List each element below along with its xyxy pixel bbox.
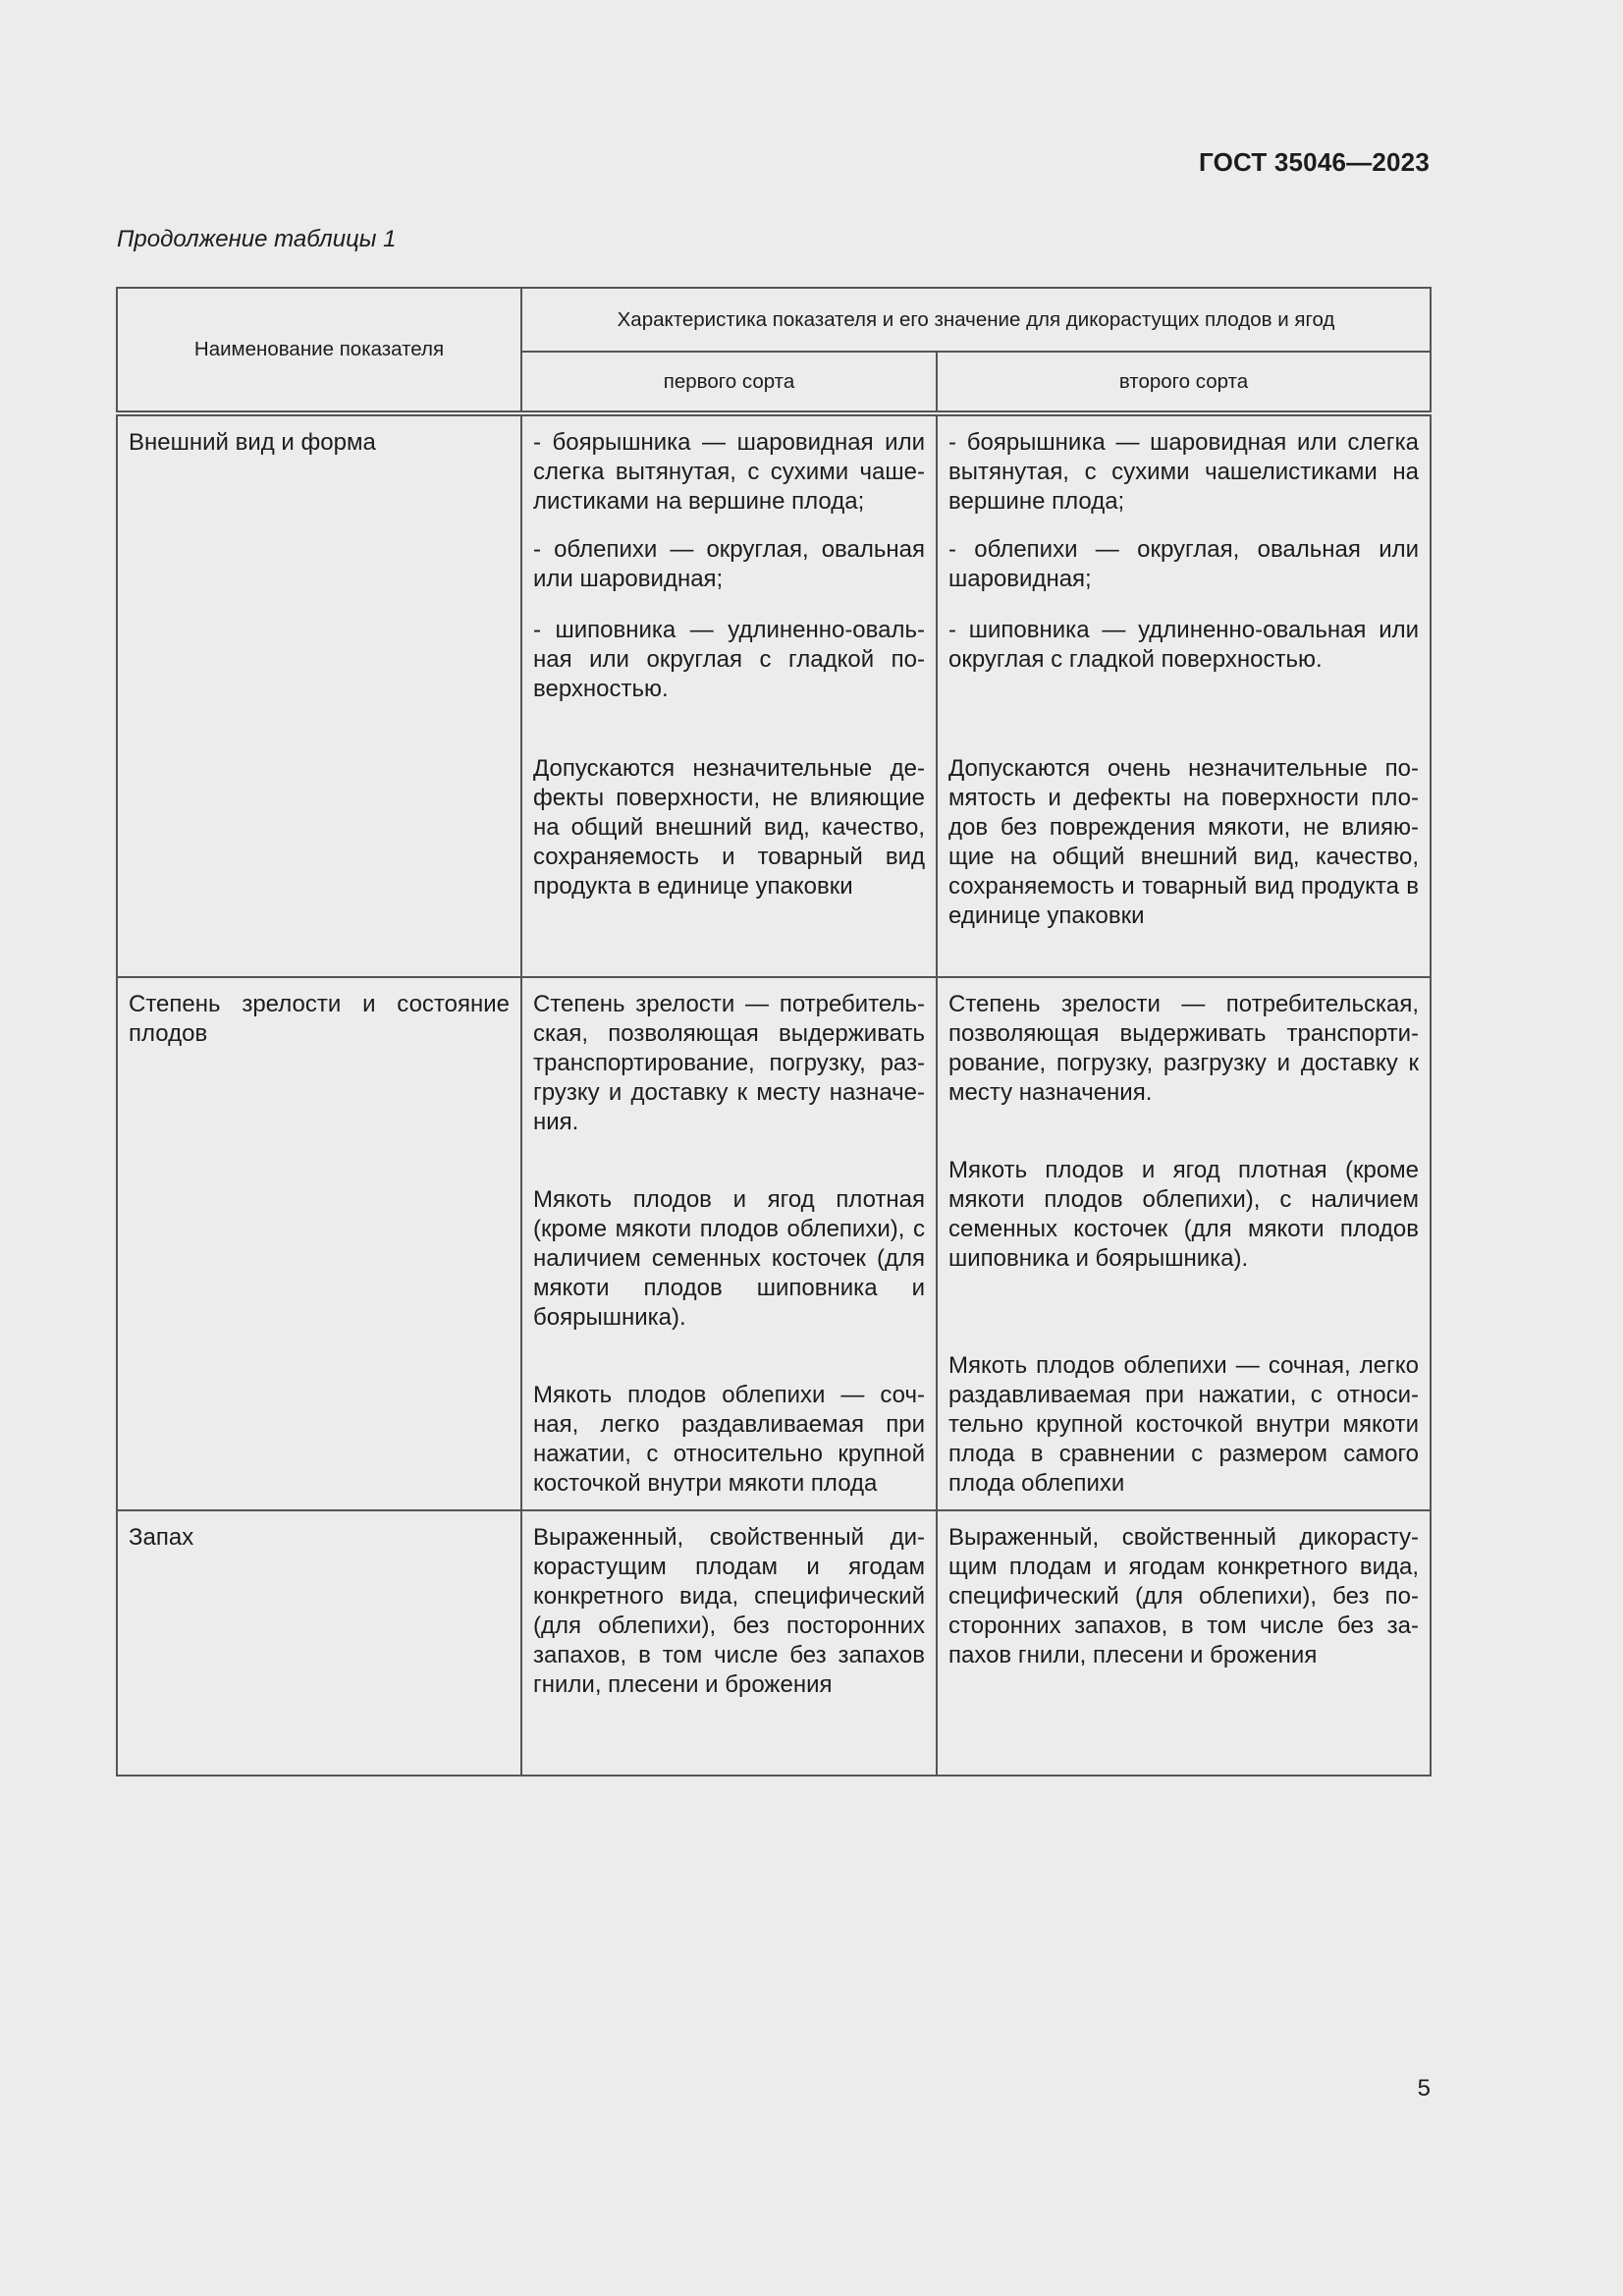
second-grade-value	[937, 977, 1431, 1510]
document-code: ГОСТ 35046—2023	[1199, 147, 1430, 177]
paragraph: Мякоть плодов и ягод плотная (кроме мякоти плодов облепихи), с наличием семенных косточек (для мякоти плодов шиповника и боярышника).	[533, 1186, 925, 1331]
paragraph: Выраженный, свойственный дикорастущим плодам и ягодам конкретного вида, специфический (для облепихи), без посторонних запахов, в том числе без запахов гнили, плесени и брожения	[948, 1524, 1420, 1668]
paragraph: - облепихи — округлая, овальная или шаровидная;	[533, 536, 925, 592]
paragraph: Мякоть плодов и ягод плотная (кроме мякоти плодов облепихи), с наличием семенных косточек (для мякоти плодов шиповника и боярышника).	[948, 1157, 1420, 1272]
second-grade-value	[937, 413, 1431, 977]
first-grade-value	[521, 413, 937, 977]
page-number: 5	[1417, 2075, 1431, 2102]
table-row	[117, 977, 1431, 1510]
paragraph: Степень зрелости — потребительская, позволяющая выдерживать транспортирование, погрузку, разгрузку и доставку к месту назначения.	[948, 991, 1420, 1106]
header-first-grade: первого сорта	[521, 352, 937, 413]
indicator-name: Запах	[117, 1510, 521, 1776]
paragraph: Допускаются незначительные дефекты поверхности, не влияющие на общий внешний вид, качество, сохраняемость и товарный вид продукта в единице упаковки	[533, 755, 925, 900]
paragraph: - боярышника — шаровидная или слегка вытянутая, с сухими чашелистиками на вершине плода;	[948, 429, 1420, 515]
paragraph: Степень зрелости — потребительская, позволяющая выдерживать транспортирование, погрузку, разгрузку и доставку к месту назначения.	[533, 991, 925, 1135]
table-row	[117, 413, 1431, 977]
header-second-grade: второго сорта	[937, 352, 1431, 413]
paragraph: - облепихи — округлая, овальная или шаровидная;	[948, 536, 1420, 592]
first-grade-value	[521, 977, 937, 1510]
header-row	[117, 288, 1431, 352]
header-characteristic-group: Характеристика показателя и его значение для дикорастущих плодов и ягод	[521, 288, 1431, 352]
table-row	[117, 1510, 1431, 1776]
paragraph: Выраженный, свойственный дикорастущим плодам и ягодам конкретного вида, специфический (для облепихи), без посторонних запахов, в том числе без запахов гнили, плесени и брожения	[533, 1524, 925, 1698]
first-grade-value	[521, 1510, 937, 1776]
indicators-table	[116, 287, 1432, 1777]
indicator-name: Внешний вид и форма	[117, 413, 521, 977]
paragraph: - боярышника — шаровидная или слегка вытянутая, с сухими чашелистиками на вершине плода;	[533, 429, 925, 515]
indicator-name: Степень зрелости и состояние плодов	[117, 977, 521, 1510]
paragraph: - шиповника — удлиненно-овальная или округлая с гладкой поверхностью.	[948, 617, 1420, 673]
paragraph: Допускаются очень незначительные помятость и дефекты на поверхности плодов без повреждения мякоти, не влияющие на общий внешний вид, качество, сохраняемость и товарный вид продукта в единице упаковки	[948, 755, 1420, 929]
header-indicator-name: Наименование показателя	[117, 288, 521, 413]
second-grade-value	[937, 1510, 1431, 1776]
paragraph: Мякоть плодов облепихи — сочная, легко раздавливаемая при нажатии, с относительно крупной косточкой внутри мякоти плода в сравнении с размером самого плода облепихи	[948, 1352, 1420, 1497]
paragraph: - шиповника — удлиненно-овальная или округлая с гладкой поверхностью.	[533, 617, 925, 702]
paragraph: Мякоть плодов облепихи — сочная, легко раздавливаемая при нажатии, с относительно крупной косточкой внутри мякоти плода	[533, 1382, 925, 1497]
table-caption: Продолжение таблицы 1	[117, 226, 397, 252]
